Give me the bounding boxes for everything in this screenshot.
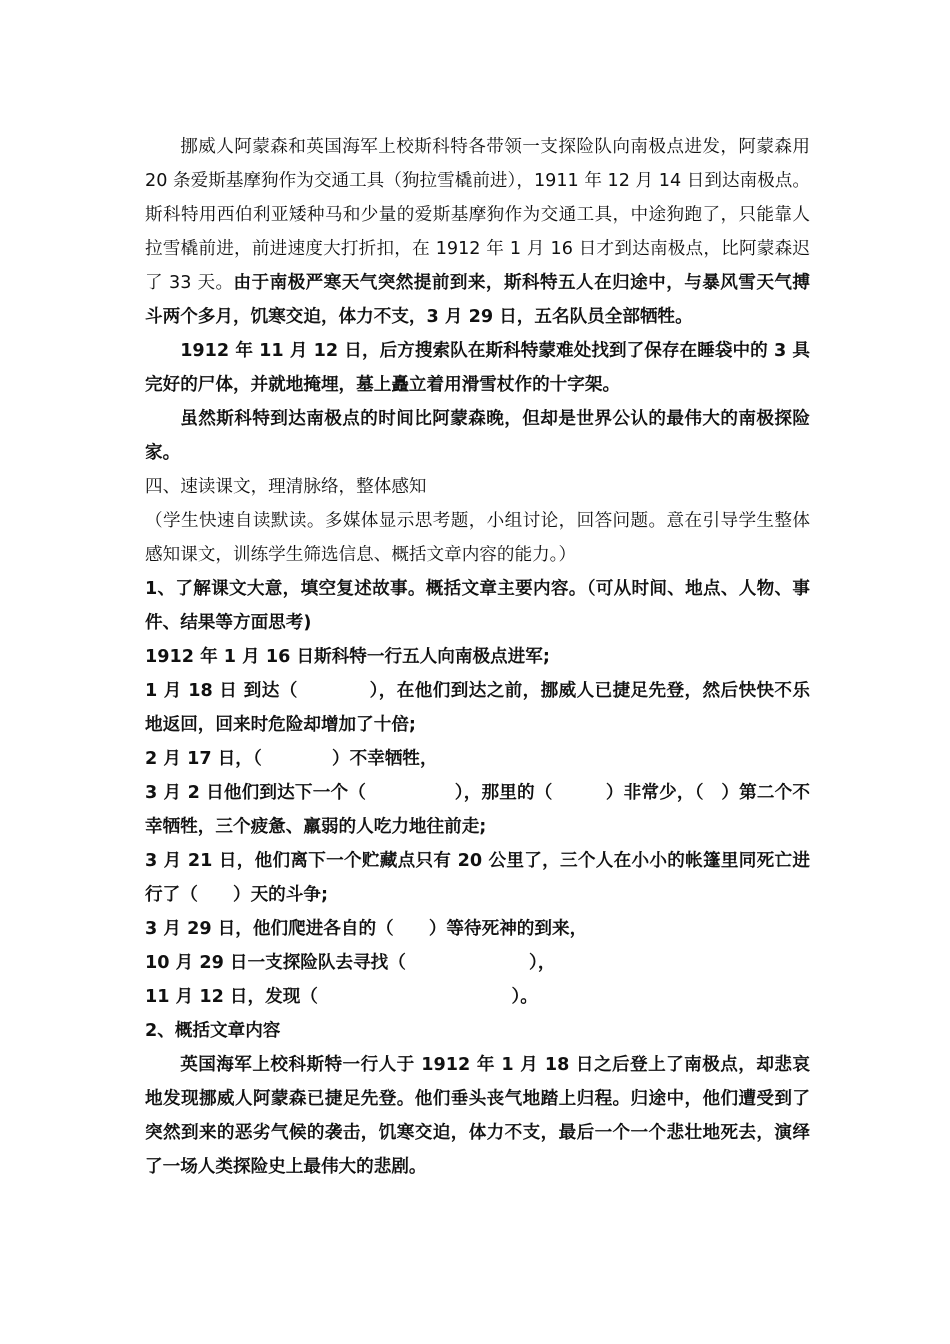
paragraph-greatest-explorer: 虽然斯科特到达南极点的时间比阿蒙森晚，但却是世界公认的最伟大的南极探险家。 [145, 409, 810, 463]
background-bold-text: 由于南极严寒天气突然提前到来，斯科特五人在归途中，与暴风雪天气搏斗两个多月，饥寒交迫，体力不支，3 月 29 日，五名队员全部牺牲。 [145, 273, 810, 327]
background-text: 挪威人阿蒙森和英国海军上校斯科特各带领一支探险队向南极点进发，阿蒙森用 20 条爱斯基摩狗作为交通工具（狗拉雪橇前进），1911 年 12 月 14 日到达南极点。斯科特用西伯利亚矮种马和少量的爱斯基摩狗作为交通工具，中途狗跑了，只能靠人拉雪橇前进，前进速度大打折扣，在 1912 年 1 月 16 日才到达南极点，比阿蒙森迟了 33 天。 [145, 137, 810, 293]
document-page [145, 130, 810, 1184]
timeline-item: 3 月 29 日，他们爬进各自的（ ）等待死神的到来， [145, 919, 588, 939]
timeline-item: 11 月 12 日，发现（ ）。 [145, 987, 538, 1007]
timeline-item: 10 月 29 日一支探险队去寻找（ ）， [145, 953, 556, 973]
timeline-item: 1912 年 1 月 16 日斯科特一行五人向南极点进军; [145, 647, 550, 667]
section-heading-four: 四、速读课文，理清脉络，整体感知 [145, 477, 427, 497]
timeline-item: 3 月 2 日他们到达下一个（ ），那里的（ ）非常少，（ ）第二个不幸牺牲，三个疲惫、羸弱的人吃力地往前走; [145, 783, 810, 837]
question-two-heading: 2、概括文章内容 [145, 1021, 281, 1041]
paragraph-background [145, 130, 810, 334]
paragraph-instructions: （学生快速自读默读。多媒体显示思考题，小组讨论，回答问题。意在引导学生整体感知课文，训练学生筛选信息、概括文章内容的能力。） [145, 511, 810, 565]
timeline-item: 1 月 18 日 到达（ ），在他们到达之前，挪威人已捷足先登，然后快快不乐地返回，回来时危险却增加了十倍; [145, 681, 810, 735]
timeline-item: 3 月 21 日，他们离下一个贮藏点只有 20 公里了，三个人在小小的帐篷里同死亡进行了（ ）天的斗争; [145, 851, 810, 905]
question-one-heading: 1、了解课文大意，填空复述故事。概括文章主要内容。（可从时间、地点、人物、事件、结果等方面思考) [145, 579, 810, 633]
paragraph-search-party: 1912 年 11 月 12 日，后方搜索队在斯科特蒙难处找到了保存在睡袋中的 3 具完好的尸体，并就地掩埋，墓上矗立着用滑雪杖作的十字架。 [145, 341, 810, 395]
timeline-item: 2 月 17 日，（ ）不幸牺牲， [145, 749, 438, 769]
paragraph-summary: 英国海军上校科斯特一行人于 1912 年 1 月 18 日之后登上了南极点，却悲哀地发现挪威人阿蒙森已捷足先登。他们垂头丧气地踏上归程。归途中，他们遭受到了突然到来的恶劣气候的袭击，饥寒交迫，体力不支，最后一个一个悲壮地死去，演绎了一场人类探险史上最伟大的悲剧。 [145, 1055, 810, 1177]
